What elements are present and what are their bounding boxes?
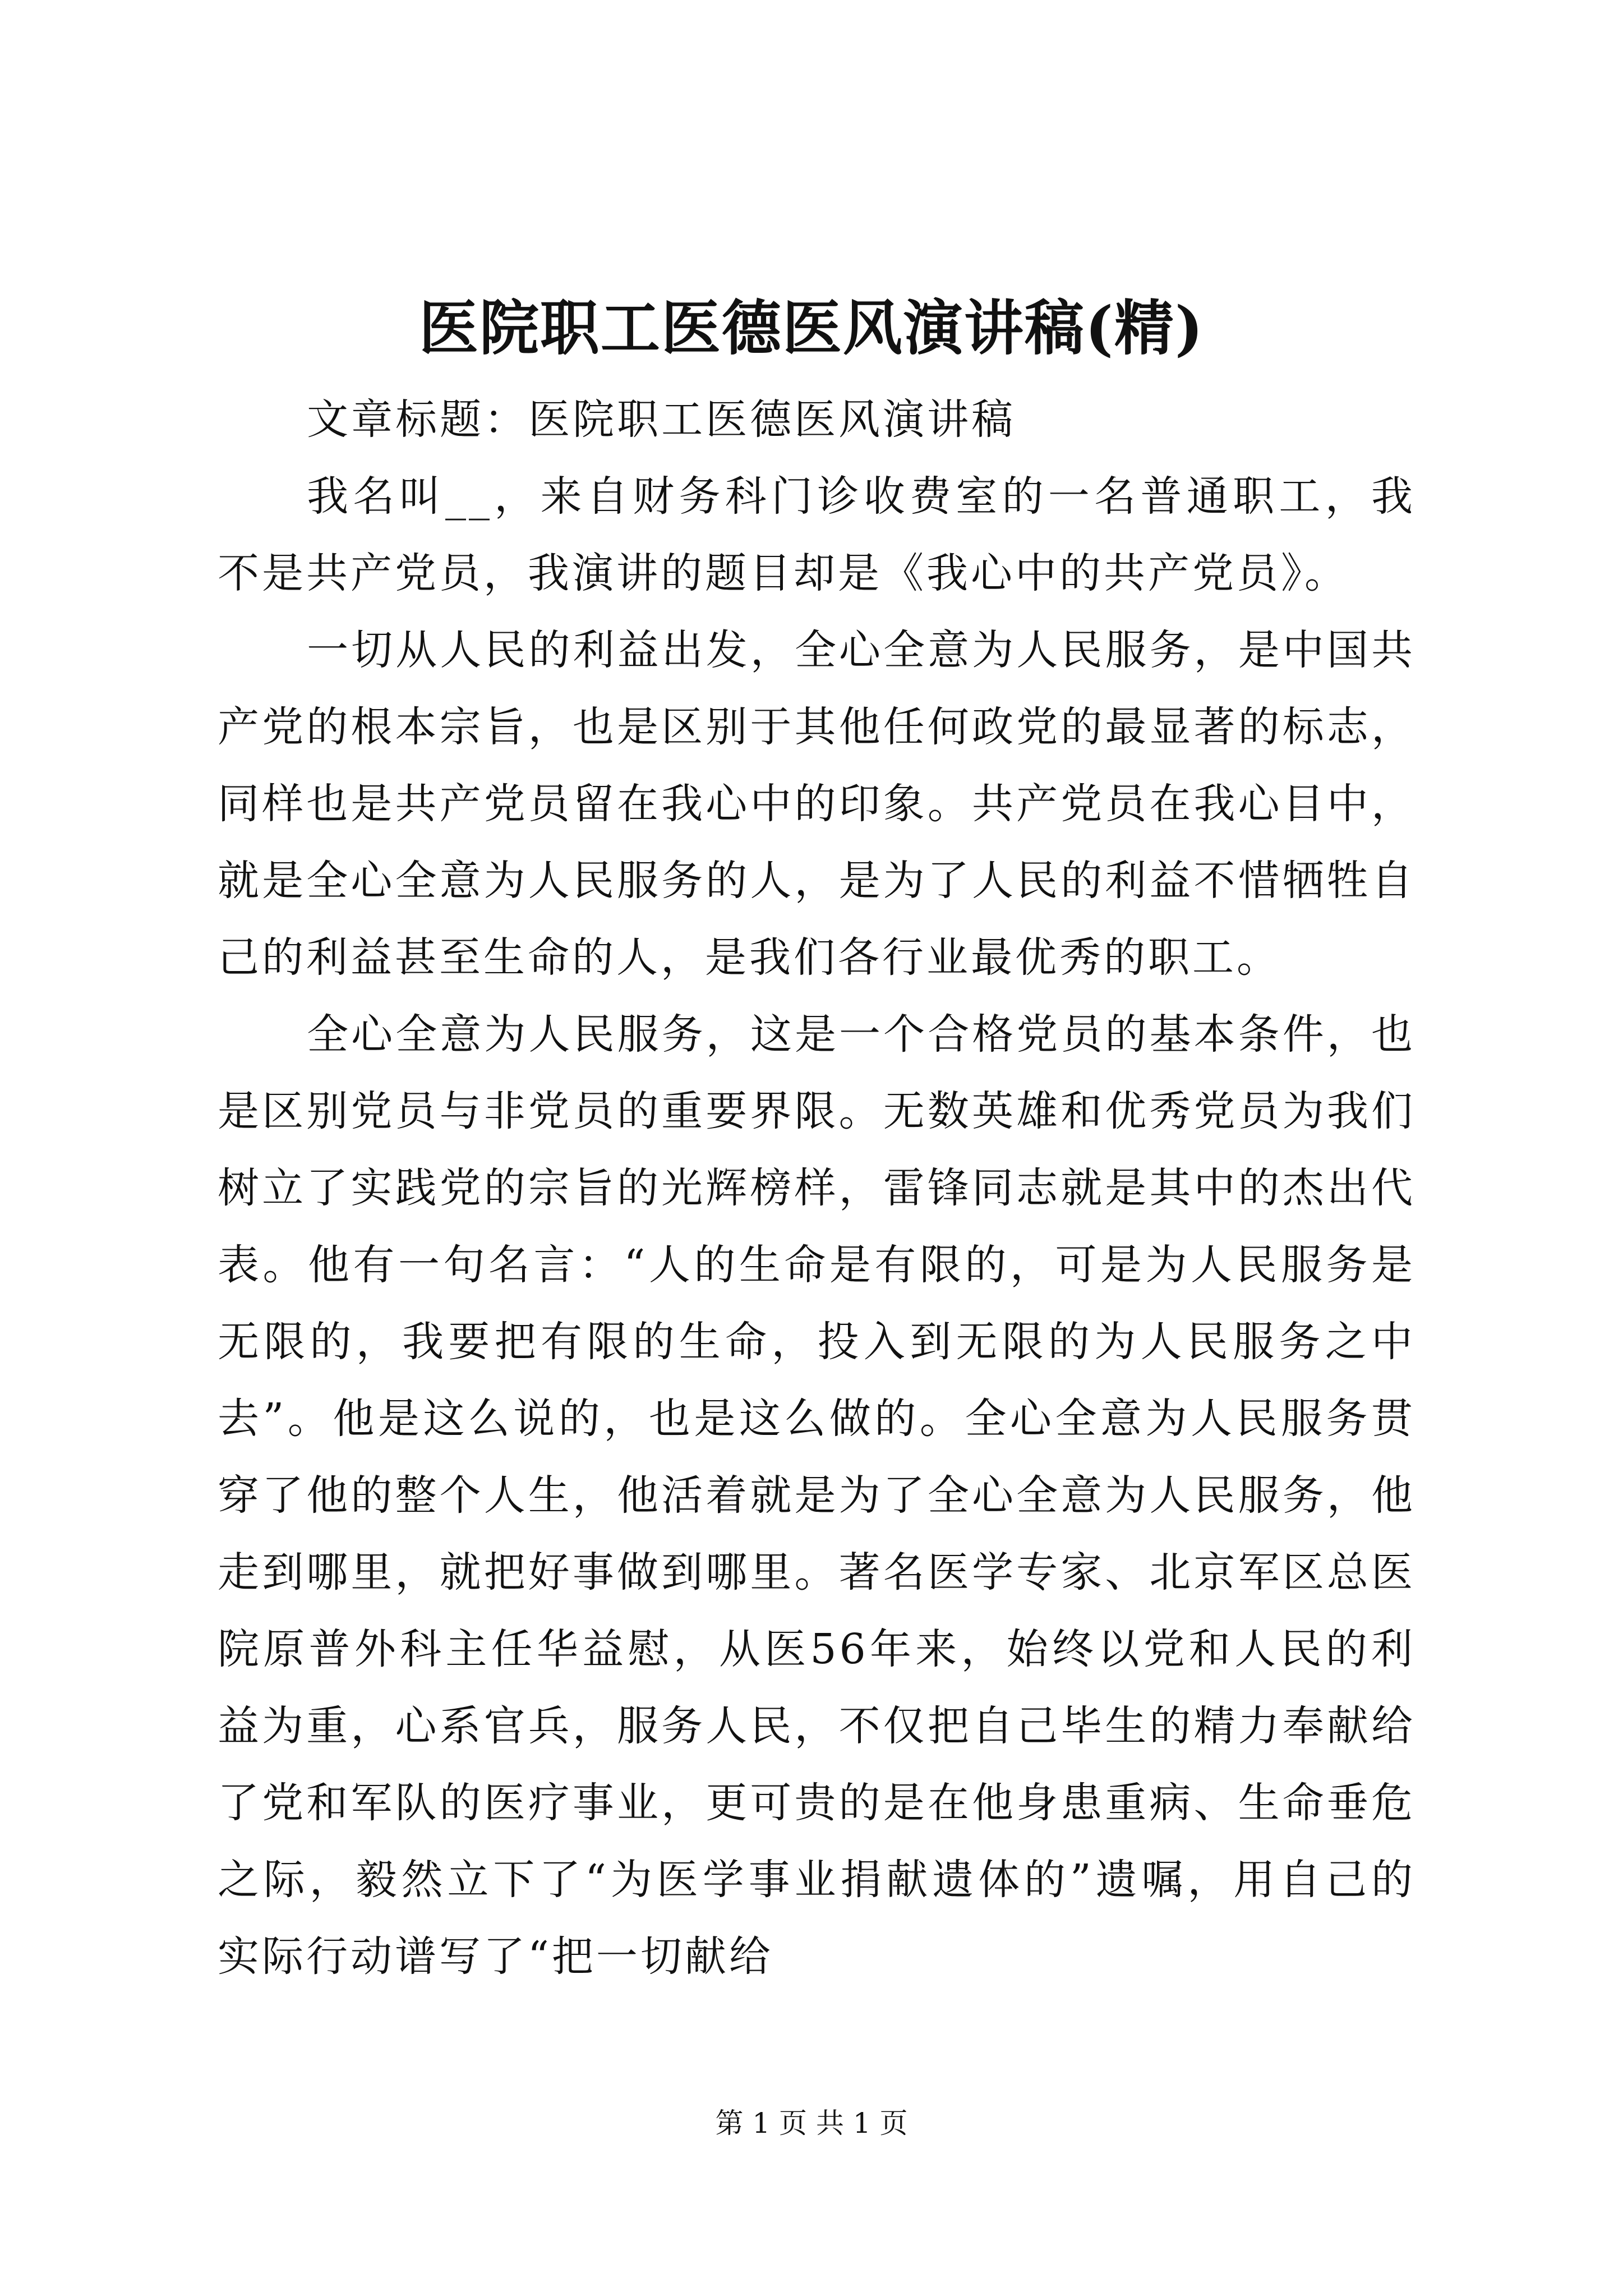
paragraph-intro: 我名叫__，来自财务科门诊收费室的一名普通职工，我不是共产党员，我演讲的题目却是《我心中的共产党员》。 [218,472,1415,597]
document-title: 医院职工医德医风演讲稿(精) [418,293,1205,363]
paragraph-purpose: 一切从人民的利益出发，全心全意为人民服务，是中国共产党的根本宗旨，也是区别于其他任何政党的最显著的标志，同样也是共产党员留在我心中的印象。共产党员在我心目中，就是全心全意为人民服务的人，是为了人民的利益不惜牺牲自己的利益甚至生命的人，是我们各行业最优秀的职工。 [218,626,1415,982]
document-body [218,381,1415,1995]
paragraph-examples: 全心全意为人民服务，这是一个合格党员的基本条件，也是区别党员与非党员的重要界限。无数英雄和优秀党员为我们树立了实践党的宗旨的光辉榜样，雷锋同志就是其中的杰出代表。他有一句名言：“人的生命是有限的，可是为人民服务是无限的，我要把有限的生命，投入到无限的为人民服务之中去”。他是这么说的，也是这么做的。全心全意为人民服务贯穿了他的整个人生，他活着就是为了全心全意为人民服务，他走到哪里，就把好事做到哪里。著名医学专家、北京军区总医院原普外科主任华益慰，从医56年来，始终以党和人民的利益为重，心系官兵，服务人民，不仅把自己毕生的精力奉献给了党和军队的医疗事业，更可贵的是在他身患重病、生命垂危之际，毅然立下了“为医学事业捐献遗体的”遗嘱，用自己的实际行动谱写了“把一切献给 [218,1010,1415,1981]
page-footer: 第 1 页 共 1 页 [715,2107,908,2139]
article-title-line: 文章标题：医院职工医德医风演讲稿 [307,395,1016,444]
